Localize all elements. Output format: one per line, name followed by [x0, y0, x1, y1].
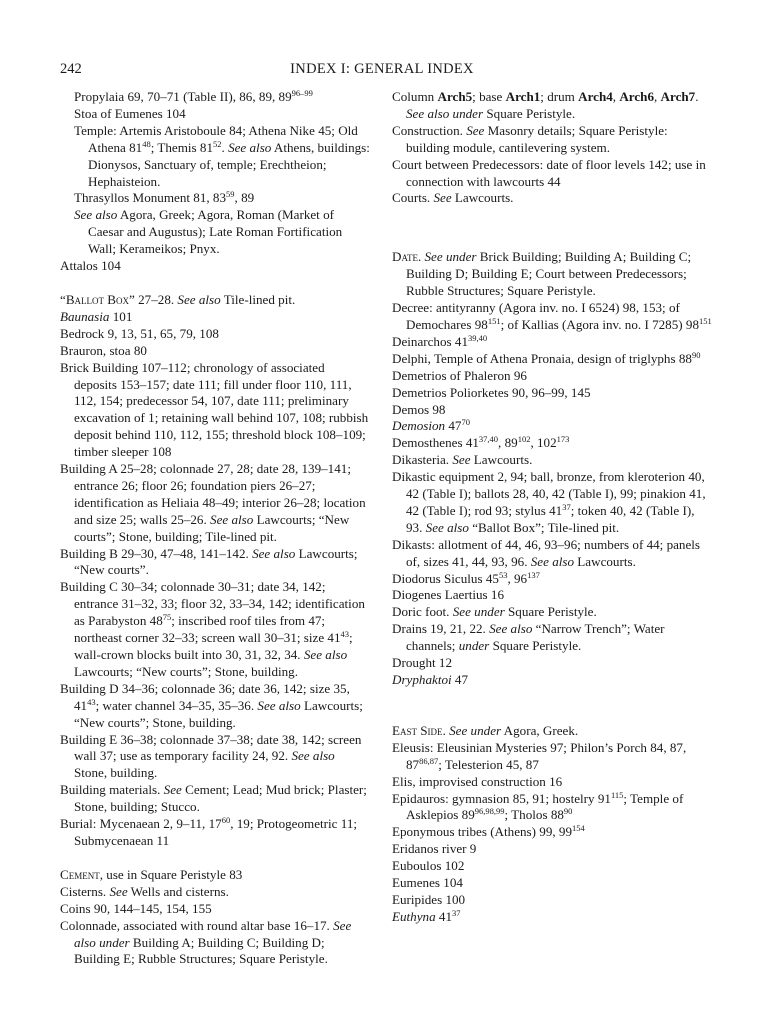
index-entry: Eridanos river 9 [392, 841, 477, 857]
index-subentry: Temple: Artemis Aristoboule 84; Athena Nike 45; Old Athena $81^{48}$; Themis $81^{52}$. See also Athens, buildings: Dionysos, Sanctuary of, temple; Erechtheion; Hephaisteion. [74, 122, 370, 189]
section-gap [60, 850, 370, 867]
index-entry: Decree: antityranny (Agora inv. no. I 6524) 98, 153; of Demochares $98^{151}$; of Kallias (Agora inv. no. I 7285) $98^{151}$ [392, 300, 712, 332]
index-entry: East Side. See under Agora, Greek. [392, 722, 579, 738]
index-entry: Baunasia 101 [60, 308, 133, 324]
index-entry: Dikastic equipment 2, 94; ball, bronze, from kleroterion 40, 42 (Table I); ballots 28, 40, 42 (Table I), 99; pinakion 41, 42 (Table I); rod 93; stylus $41^{37}$; token 40, 42 (Table I), 93. See also “Ballot Box”; Tile-lined pit. [392, 469, 706, 535]
index-entry: Brauron, stoa 80 [60, 342, 147, 358]
index-entry: Demosthenes 41$^{37,40}$, $89^{102}$, $102^{173}$ [392, 434, 570, 451]
index-entry: Deinarchos 41$^{39,40}$ [392, 332, 488, 349]
right-column [392, 89, 712, 926]
index-entry: Dikasteria. See Lawcourts. [392, 452, 533, 468]
index-entry: Euripides 100 [392, 891, 466, 907]
index-entry: Building C 30–34; colonnade 30–31; date 34, 142; entrance 31–32, 33; floor 32, 33–34, 142; identification as Parabyston $48^{75}$; inscribed roof tiles from 47; northeast corner 32–33; screen wall 30–31; size $41^{43}$; wall-crown blocks built into 30, 31, 32, 34. See also Lawcourts; “New courts”; Stone, building. [60, 579, 365, 679]
index-entry: “Ballot Box” 27–28. See also Tile-lined pit. [60, 291, 296, 307]
index-entry: Euthyna $41^{37}$ [392, 907, 461, 924]
index-entry: Court between Predecessors: date of floor levels 142; use in connection with lawcourts 44 [392, 156, 706, 189]
index-entry: Building A 25–28; colonnade 27, 28; date 28, 139–141; entrance 26; floor 26; foundation piers 26–27; identification as Heliaia 48–49; interior 26–28; location and size 25; walls 25–26. See also Lawcourts; “New courts”; Stone, building; Tile-lined pit. [60, 461, 366, 544]
index-entry: Dikasts: allotment of 44, 46, 93–96; numbers of 44; panels of, sizes 41, 44, 93, 96. See also Lawcourts. [392, 536, 701, 569]
index-subentry: See also Agora, Greek; Agora, Roman (Market of Caesar and Augustus); Late Roman Fortification Wall; Kerameikos; Pnyx. [74, 207, 343, 257]
index-entry: Eponymous tribes (Athens) 99, $99^{154}$ [392, 823, 585, 840]
index-entry: Cement, use in Square Peristyle 83 [60, 866, 243, 882]
index-entry: Building E 36–38; colonnade 37–38; date 38, 142; screen wall 37; use as temporary facility 24, 92. See also Stone, building. [60, 731, 362, 781]
index-subentry: Stoa of Eumenes 104 [74, 105, 186, 121]
index-entry: Burial: Mycenaean 2, 9–11, $17^{60}$, 19; Protogeometric 11; Submycenaean 11 [60, 815, 357, 848]
index-entry: Euboulos 102 [392, 858, 465, 874]
index-entry: Delphi, Temple of Athena Pronaia, design of triglyphs $88^{90}$ [392, 349, 701, 366]
index-entry: Date. See under Brick Building; Building A; Building C; Building D; Building E; Court between Predecessors; Rubble Structures; Square Peristyle. [392, 249, 692, 299]
index-subentry: Propylaia 69, 70–71 (Table II), 86, 89, 89$^{96-99}$ [74, 88, 313, 104]
index-entry: Building B 29–30, 47–48, 141–142. See also Lawcourts; “New courts”. [60, 545, 358, 578]
page-number: 242 [60, 61, 82, 77]
index-entry: Building materials. See Cement; Lead; Mud brick; Plaster; Stone, building; Stucco. [60, 782, 367, 815]
index-entry: Elis, improvised construction 16 [392, 773, 563, 789]
index-entry: Demosion $47^{70}$ [392, 417, 470, 434]
index-entry: Courts. See Lawcourts. [392, 190, 514, 206]
index-entry: Column Arch5; base Arch1; drum Arch4, Arch6, Arch7. See also under Square Peristyle. [392, 89, 699, 121]
section-gap [392, 689, 712, 723]
index-entry: Eumenes 104 [392, 875, 463, 891]
index-entry: Doric foot. See under Square Peristyle. [392, 604, 597, 620]
index-entry: Drought 12 [392, 655, 453, 671]
index-entry: Dryphaktoi 47 [392, 672, 469, 687]
index-entry: Diogenes Laertius 16 [392, 587, 504, 603]
index-entry: Epidauros: gymnasion 85, 91; hostelry $91^{115}$; Temple of Asklepios 89$^{96,98,99}$; Tholos $88^{90}$ [392, 789, 684, 823]
index-subentry: Thrasyllos Monument 81, $83^{59}$, 89 [74, 189, 255, 206]
index-entry: Demetrios Poliorketes 90, 96–99, 145 [392, 384, 591, 400]
index-entry: Building D 34–36; colonnade 36; date 36, 142; size 35, $41^{43}$; water channel 34–35, 35–36. See also Lawcourts; “New courts”; Stone, building. [60, 680, 363, 730]
index-entry: Drains 19, 21, 22. See also “Narrow Trench”; Water channels; under Square Peristyle. [392, 621, 665, 654]
section-gap [60, 275, 370, 292]
section-gap [392, 207, 712, 249]
index-entry: Colonnade, associated with round altar base 16–17. See also under Building A; Building C; Building D; Building E; Rubble Structures; Square Peristyle. [60, 917, 352, 967]
index-entry: Demos 98 [392, 401, 446, 417]
index-entry: Diodorus Siculus $45^{53}$, $96^{137}$ [392, 569, 540, 586]
index-entry: Construction. See Masonry details; Square Peristyle: building module, cantilevering system. [392, 122, 668, 155]
index-entry: Coins 90, 144–145, 154, 155 [60, 900, 212, 916]
running-title: INDEX I: GENERAL INDEX [290, 61, 474, 77]
index-entry: Demetrios of Phaleron 96 [392, 367, 527, 383]
left-column [60, 89, 370, 968]
index-entry: Eleusis: Eleusinian Mysteries 97; Philon’s Porch 84, 87, 87$^{86,87}$; Telesterion 45, 87 [392, 739, 687, 772]
index-entry: Brick Building 107–112; chronology of associated deposits 153–157; date 111; fill under floor 110, 111, 112, 154; predecessor 54, 107, date 111; preliminary excavation of 1; retaining wall behind 107, 108; rubbish deposit behind 110, 112, 155; threshold block 108–109; timber sleeper 108 [60, 359, 369, 460]
index-entry: Cisterns. See Wells and cisterns. [60, 883, 229, 899]
index-entry: Attalos 104 [60, 258, 121, 274]
index-entry: Bedrock 9, 13, 51, 65, 79, 108 [60, 325, 219, 341]
